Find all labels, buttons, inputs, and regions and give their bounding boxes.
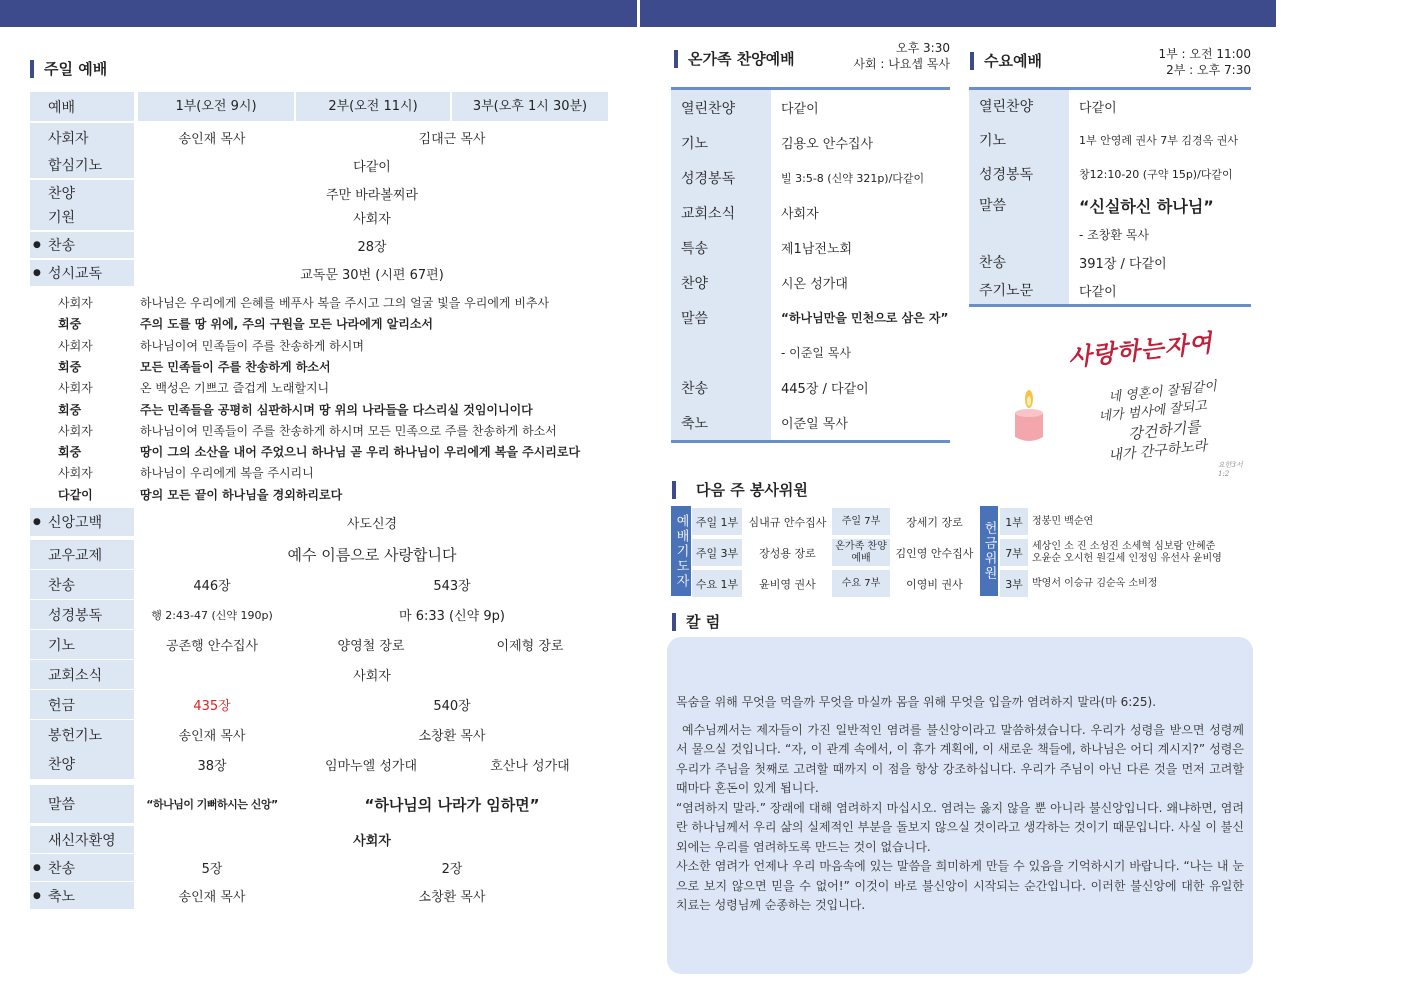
calligraphy-line-4: 강건하기를 — [1127, 417, 1202, 444]
table-row — [969, 248, 1251, 276]
responsive-text: 하나님이 우리에게 복을 주시리니 — [140, 466, 314, 481]
service-value-b: “하나님의 나라가 임하면” — [364, 795, 540, 814]
service-label — [30, 204, 134, 230]
table-value: 1부 안영례 권사 7부 김경옥 권사 — [1079, 134, 1238, 147]
service-label — [30, 854, 134, 881]
table-value: 445장 / 다같이 — [781, 382, 869, 397]
table-label — [671, 405, 771, 440]
family-time: 오후 3:30 — [896, 41, 950, 55]
table-label — [671, 265, 771, 300]
service-values — [134, 785, 610, 823]
wednesday-time-block — [1120, 46, 1251, 78]
usher-slot: 주일 3부 — [692, 539, 742, 566]
service-label — [30, 785, 134, 823]
col-3: 3부(오후 1시 30분) — [452, 92, 608, 121]
table-value: 다같이 — [1079, 100, 1117, 116]
service-values — [134, 720, 610, 749]
table-label — [969, 158, 1069, 190]
responsive-text: 온 백성은 기쁘고 즐겁게 노래할지니 — [140, 381, 330, 396]
family-host: 사회 : 나요셉 목사 — [853, 57, 950, 71]
offering-names: 세상인 소 진 소성진 소세혁 심보람 안혜준 오윤순 오시헌 원길세 인정임 유선사 윤비영 — [1032, 540, 1222, 564]
family-time-block — [834, 40, 950, 72]
calligraphy-verse — [1066, 327, 1248, 478]
table-label-text: 찬양 — [681, 275, 709, 292]
service-label — [30, 826, 134, 853]
service-label-text: 사회자 — [48, 130, 89, 147]
table-row — [671, 230, 950, 265]
service-values — [134, 570, 610, 599]
service-label — [30, 600, 134, 629]
responsive-text: 주의 도를 땅 위에, 주의 구원을 모든 나라에게 알리소서 — [140, 317, 434, 332]
service-values — [134, 232, 610, 258]
service-label — [30, 540, 134, 569]
responsive-line — [30, 420, 610, 441]
service-label — [30, 570, 134, 599]
calligraphy-line-1: 사랑하는자여 — [1066, 327, 1215, 372]
usher-slot: 수요 1부 — [692, 570, 742, 597]
service-row — [30, 232, 610, 258]
responsive-speaker: 사회자 — [58, 423, 93, 438]
table-label — [671, 230, 771, 265]
column-paragraph-4: 사소한 염려가 언제나 우리 마음속에 있는 말씀을 희미하게 만들 수 있음을 기억하시기 바랍니다. “나는 내 눈으로 보지 않으면 믿을 수 없어!” 이것이 바로 불신앙이 시작되는 순간입니다. 이러한 불신앙에 대한 유일한 치료는 성령님께 순종하는 것입니다. — [676, 859, 1244, 912]
wednesday-time-2: 2부 : 오후 7:30 — [1166, 63, 1251, 77]
column-box — [667, 637, 1253, 974]
service-row — [30, 123, 610, 152]
table-row — [671, 300, 950, 335]
service-label-text: 새신자환영 — [48, 832, 116, 849]
responsive-speaker: 다같이 — [58, 487, 93, 502]
responsive-line — [30, 356, 610, 377]
usher-name-2: 이영비 권사 — [906, 577, 963, 591]
volunteers-title: 다음 주 봉사위원 — [672, 481, 808, 499]
service-label — [30, 630, 134, 659]
table-label-text: 기노 — [681, 135, 709, 152]
usher-tag: 예배기도자 — [671, 506, 691, 596]
responsive-text: 하나님이여 민족들이 주를 찬송하게 하시며 모든 민족으로 주를 찬송하게 하소서 — [140, 423, 557, 438]
service-row — [30, 540, 610, 569]
column-title: 칼 럼 — [672, 613, 720, 631]
service-value-a: 송인재 목사 — [178, 729, 246, 744]
service-values — [134, 152, 610, 178]
table-row — [969, 158, 1251, 190]
offering-names: 박영서 이승규 김순옥 소비정 — [1032, 577, 1158, 589]
service-value-b: 소창환 목사 — [418, 890, 486, 905]
service-values — [134, 690, 610, 719]
table-label — [671, 125, 771, 160]
offering-slot: 7부 — [1000, 539, 1028, 566]
responsive-speaker: 사회자 — [58, 338, 93, 353]
service-row — [30, 826, 610, 853]
usher-name: 심내규 안수집사 — [748, 515, 827, 529]
service-value-a: 사회자 — [353, 669, 391, 684]
table-row — [671, 195, 950, 230]
responsive-line — [30, 313, 610, 334]
service-value-a: 예수 이름으로 사랑합니다 — [287, 546, 457, 564]
col-1: 1부(오전 9시) — [138, 92, 294, 121]
service-label — [30, 232, 134, 258]
usher-name: 윤비영 권사 — [759, 577, 816, 591]
table-label-text: 찬송 — [681, 380, 709, 397]
service-label-text: 기원 — [48, 210, 76, 226]
family-title: 온가족 찬양예배 — [674, 50, 795, 68]
service-label — [30, 260, 134, 286]
table-label-text: 성경봉독 — [979, 167, 1034, 183]
service-value-b: 543장 — [433, 579, 471, 594]
service-values — [134, 508, 610, 536]
service-values — [134, 826, 610, 853]
responsive-speaker: 사회자 — [58, 381, 93, 396]
offering-slot: 3부 — [1000, 570, 1028, 597]
service-row — [30, 720, 610, 749]
col-2: 2부(오전 11시) — [296, 92, 450, 121]
service-label-text: ● 찬송 — [48, 860, 76, 877]
calligraphy-line-5: 내가 간구하노라 — [1107, 437, 1208, 465]
service-label-text: 기노 — [48, 637, 76, 654]
responsive-text: 땅이 그의 소산을 내어 주었으니 하나님 곧 우리 하나님이 우리에게 복을 주시리로다 — [140, 445, 581, 460]
service-value-a: 행 2:43-47 (신약 190p) — [151, 608, 273, 622]
table-row — [671, 125, 950, 160]
service-row — [30, 260, 610, 286]
service-value-a: 446장 — [193, 579, 231, 594]
service-label-text: ● 축노 — [48, 888, 76, 905]
table-label-text: 주기노문 — [979, 283, 1034, 299]
usher-name: 장성용 장로 — [759, 546, 816, 560]
usher-name-2: 김인영 안수집사 — [895, 546, 974, 560]
table-label-text: 특송 — [681, 240, 709, 257]
column-paragraph-3: “염려하지 말라.” 장래에 대해 염려하지 마십시오. 염려는 옳지 않을 뿐 아니라 불신앙입니다. 왜냐하면, 염려란 하나님께서 우리 삶의 실제적인 부분을 돌보지 않으실 것이라고 생각하는 것이기 때문입니다. 사실 이 불신 외에는 우리를 염려하도록 만드는 것이 없습니다. — [676, 800, 1244, 854]
service-value-a: 공존행 안수집사 — [165, 639, 259, 654]
service-label-text: 찬양 — [48, 186, 76, 202]
table-value: 391장 / 다같이 — [1079, 256, 1167, 272]
service-values — [134, 123, 610, 152]
service-value-a: 5장 — [201, 862, 223, 877]
service-values — [134, 630, 610, 659]
table-label — [969, 220, 1069, 248]
service-row — [30, 690, 610, 719]
service-label-text: 교회소식 — [48, 667, 103, 684]
sunday-header-label: 예배 — [30, 92, 134, 121]
service-row — [30, 180, 610, 206]
service-value-b: 2장 — [441, 862, 463, 877]
table-label — [671, 370, 771, 405]
service-label-text: ● 찬송 — [48, 238, 76, 254]
responsive-line — [30, 462, 610, 483]
table-label — [969, 122, 1069, 158]
responsive-speaker: 회중 — [58, 445, 82, 460]
service-row — [30, 749, 610, 779]
table-row — [671, 405, 950, 440]
responsive-speaker: 회중 — [58, 359, 82, 374]
table-row — [671, 90, 950, 125]
service-value-b: 540장 — [433, 699, 471, 714]
service-label — [30, 720, 134, 749]
table-label — [671, 300, 771, 335]
service-values — [134, 854, 610, 881]
usher-slot-2: 주일 7부 — [832, 508, 890, 535]
service-label — [30, 882, 134, 909]
service-value-c: 이제형 장로 — [496, 639, 564, 654]
responsive-line — [30, 441, 610, 462]
table-label-text: 말씀 — [681, 310, 709, 327]
family-table — [671, 87, 950, 443]
service-value-b: 임마누엘 성가대 — [324, 758, 418, 774]
table-label — [969, 190, 1069, 220]
service-value-a: 사회자 — [353, 211, 391, 227]
service-value-a: 송인재 목사 — [178, 132, 246, 147]
service-label — [30, 749, 134, 779]
service-label-text: 말씀 — [48, 797, 76, 813]
offering-tag: 헌금위원 — [980, 506, 998, 596]
responsive-line — [30, 377, 610, 398]
table-value: - 조창환 목사 — [1079, 227, 1149, 242]
table-label-text: 찬송 — [979, 255, 1007, 271]
responsive-speaker: 회중 — [58, 402, 82, 417]
service-value-a: 435장 — [193, 699, 231, 714]
top-bar-right — [640, 0, 1276, 27]
responsive-text: 땅의 모든 끝이 하나님을 경외하리로다 — [140, 487, 343, 502]
service-values — [134, 600, 610, 629]
service-values — [134, 260, 610, 286]
top-bar-left — [0, 0, 637, 27]
table-label-text: 열린찬양 — [681, 100, 736, 117]
table-row — [969, 220, 1251, 248]
responsive-speaker: 회중 — [58, 317, 82, 332]
table-label — [969, 90, 1069, 122]
table-label-text: 말씀 — [979, 198, 1007, 214]
usher-slot: 주일 1부 — [692, 508, 742, 535]
table-label-text: 성경봉독 — [681, 170, 736, 187]
column-paragraph-1: 목숨을 위해 무엇을 먹을까 무엇을 마실까 몸을 위해 무엇을 입을까 염려하지 말라(마 6:25). — [676, 695, 1157, 709]
responsive-line — [30, 399, 610, 420]
service-label — [30, 660, 134, 689]
sunday-title: 주일 예배 — [30, 60, 107, 78]
service-value-b: 김대근 목사 — [418, 132, 486, 147]
responsive-text: 주는 민족들을 공평히 심판하시며 땅 위의 나라들을 다스리실 것임이니이다 — [140, 402, 533, 417]
service-label — [30, 508, 134, 536]
table-value: 다같이 — [781, 102, 819, 117]
service-row — [30, 785, 610, 823]
service-value-a: 38장 — [197, 758, 227, 774]
responsive-line — [30, 292, 610, 313]
table-row — [671, 265, 950, 300]
service-value-c: 호산나 성가대 — [490, 758, 570, 774]
table-label — [969, 276, 1069, 304]
service-values — [134, 180, 610, 206]
service-row — [30, 660, 610, 689]
service-row — [30, 204, 610, 230]
table-row — [671, 335, 950, 370]
service-value-a: 다같이 — [353, 159, 391, 175]
table-value: 빌 3:5-8 (신약 321p)/다같이 — [781, 171, 925, 185]
usher-name-2: 장세기 장로 — [906, 515, 963, 529]
service-label-text: ● 성시교독 — [48, 266, 103, 282]
service-row — [30, 882, 610, 909]
candle-icon — [1010, 385, 1048, 445]
service-values — [134, 204, 610, 230]
responsive-speaker: 사회자 — [58, 296, 93, 310]
service-value-a: “하나님이 기뻐하시는 신앙” — [146, 798, 278, 811]
service-row — [30, 508, 610, 536]
responsive-line — [30, 335, 610, 356]
responsive-text: 하나님이여 민족들이 주를 찬송하게 하시며 — [140, 338, 364, 353]
service-row — [30, 152, 610, 178]
service-row — [30, 630, 610, 659]
table-value: “하나님만을 민천으로 삼은 자” — [781, 311, 949, 325]
service-values — [134, 540, 610, 569]
service-label-text: 교우교제 — [48, 547, 103, 564]
service-value-a: 교독문 30번 (시편 67편) — [300, 267, 444, 283]
usher-slot-2: 온가족 찬양예배 — [832, 539, 890, 566]
service-label-text: 성경봉독 — [48, 607, 103, 624]
responsive-speaker: 사회자 — [58, 466, 93, 481]
table-value: 창12:10-20 (구약 15p)/다같이 — [1079, 168, 1233, 181]
table-value: - 이준일 목사 — [781, 346, 851, 360]
service-values — [134, 660, 610, 689]
wednesday-table — [969, 87, 1251, 307]
service-label — [30, 152, 134, 178]
service-value-a: 사회자 — [353, 834, 391, 849]
service-label — [30, 690, 134, 719]
responsive-text: 하나님은 우리에게 은혜를 베푸사 복을 주시고 그의 얼굴 빛을 우리에게 비추사 — [140, 296, 550, 310]
service-value-b: 마 6:33 (신약 9p) — [399, 609, 505, 624]
table-label — [671, 160, 771, 195]
calligraphy-line-3: 네가 범사에 잘되고 — [1097, 398, 1208, 425]
table-label-text: 열린찬양 — [979, 99, 1034, 115]
table-label — [671, 195, 771, 230]
service-value-a: 송인재 목사 — [178, 890, 246, 905]
service-row — [30, 854, 610, 881]
wednesday-title: 수요예배 — [970, 52, 1042, 70]
service-row — [30, 570, 610, 599]
calligraphy-ref: 요한3서 1:2 — [1218, 461, 1243, 478]
table-value: 김용오 안수집사 — [781, 137, 874, 152]
table-label-text: 교회소식 — [681, 205, 736, 222]
table-value: “신실하신 하나님” — [1079, 196, 1214, 216]
table-label — [671, 90, 771, 125]
table-value: 사회자 — [781, 207, 819, 222]
service-label — [30, 123, 134, 152]
responsive-line — [30, 484, 610, 505]
service-label-text: 합심기노 — [48, 158, 103, 174]
table-label — [671, 335, 771, 370]
table-row — [969, 276, 1251, 304]
service-row — [30, 600, 610, 629]
table-value: 시온 성가대 — [781, 277, 848, 292]
service-label-text: 헌금 — [48, 697, 76, 714]
table-row — [969, 90, 1251, 122]
service-values — [134, 882, 610, 909]
table-row — [671, 160, 950, 195]
service-value-a: 사도신경 — [346, 516, 398, 532]
service-label-text: 봉헌기노 — [48, 727, 103, 744]
responsive-text: 모든 민족들이 주를 찬송하게 하소서 — [140, 359, 331, 374]
offering-slot: 1부 — [1000, 508, 1028, 535]
table-value: 제1남전노회 — [781, 242, 853, 257]
service-value-a: 28장 — [357, 239, 387, 255]
table-row — [969, 190, 1251, 220]
column-paragraph-2: 예수님께서는 제자들이 가진 일반적인 염려를 불신앙이라고 말씀하셨습니다. 우리가 성령을 받으면 성령께서 물으실 것입니다. “자, 이 관계 속에서, 이 휴가 계획에, 이 새로운 책들에, 하나님은 어디 계시지?” 성령은 우리가 주님을 첫째로 고려할 때까지 이 점을 항상 강조하십니다. 우리가 주님이 아닌 다른 것을 먼저 고려할 때마다 혼돈이 있게 됩니다. — [676, 722, 1244, 795]
table-label-text: 기노 — [979, 133, 1007, 149]
service-value-b: 소창환 목사 — [418, 729, 486, 744]
service-label-text: 찬양 — [48, 757, 76, 773]
table-row — [671, 370, 950, 405]
service-label-text: 찬송 — [48, 577, 76, 594]
table-value: 이준일 목사 — [781, 417, 848, 432]
table-label — [969, 248, 1069, 276]
table-row — [969, 122, 1251, 158]
sunday-header-row — [30, 92, 610, 121]
table-label-text: 축노 — [681, 415, 709, 432]
wednesday-time-1: 1부 : 오전 11:00 — [1158, 47, 1251, 61]
service-label — [30, 180, 134, 206]
calligraphy-line-2: 네 영혼이 잘됨같이 — [1107, 378, 1218, 406]
offering-names: 정봉민 백순연 — [1032, 515, 1094, 527]
service-values — [134, 749, 610, 779]
usher-slot-2: 수요 7부 — [832, 570, 890, 597]
service-value-a: 주만 바라볼찌라 — [325, 187, 419, 203]
service-value-b: 양영철 장로 — [337, 639, 405, 654]
table-value: 다같이 — [1079, 284, 1117, 300]
service-label-text: ● 신앙고백 — [48, 515, 103, 531]
